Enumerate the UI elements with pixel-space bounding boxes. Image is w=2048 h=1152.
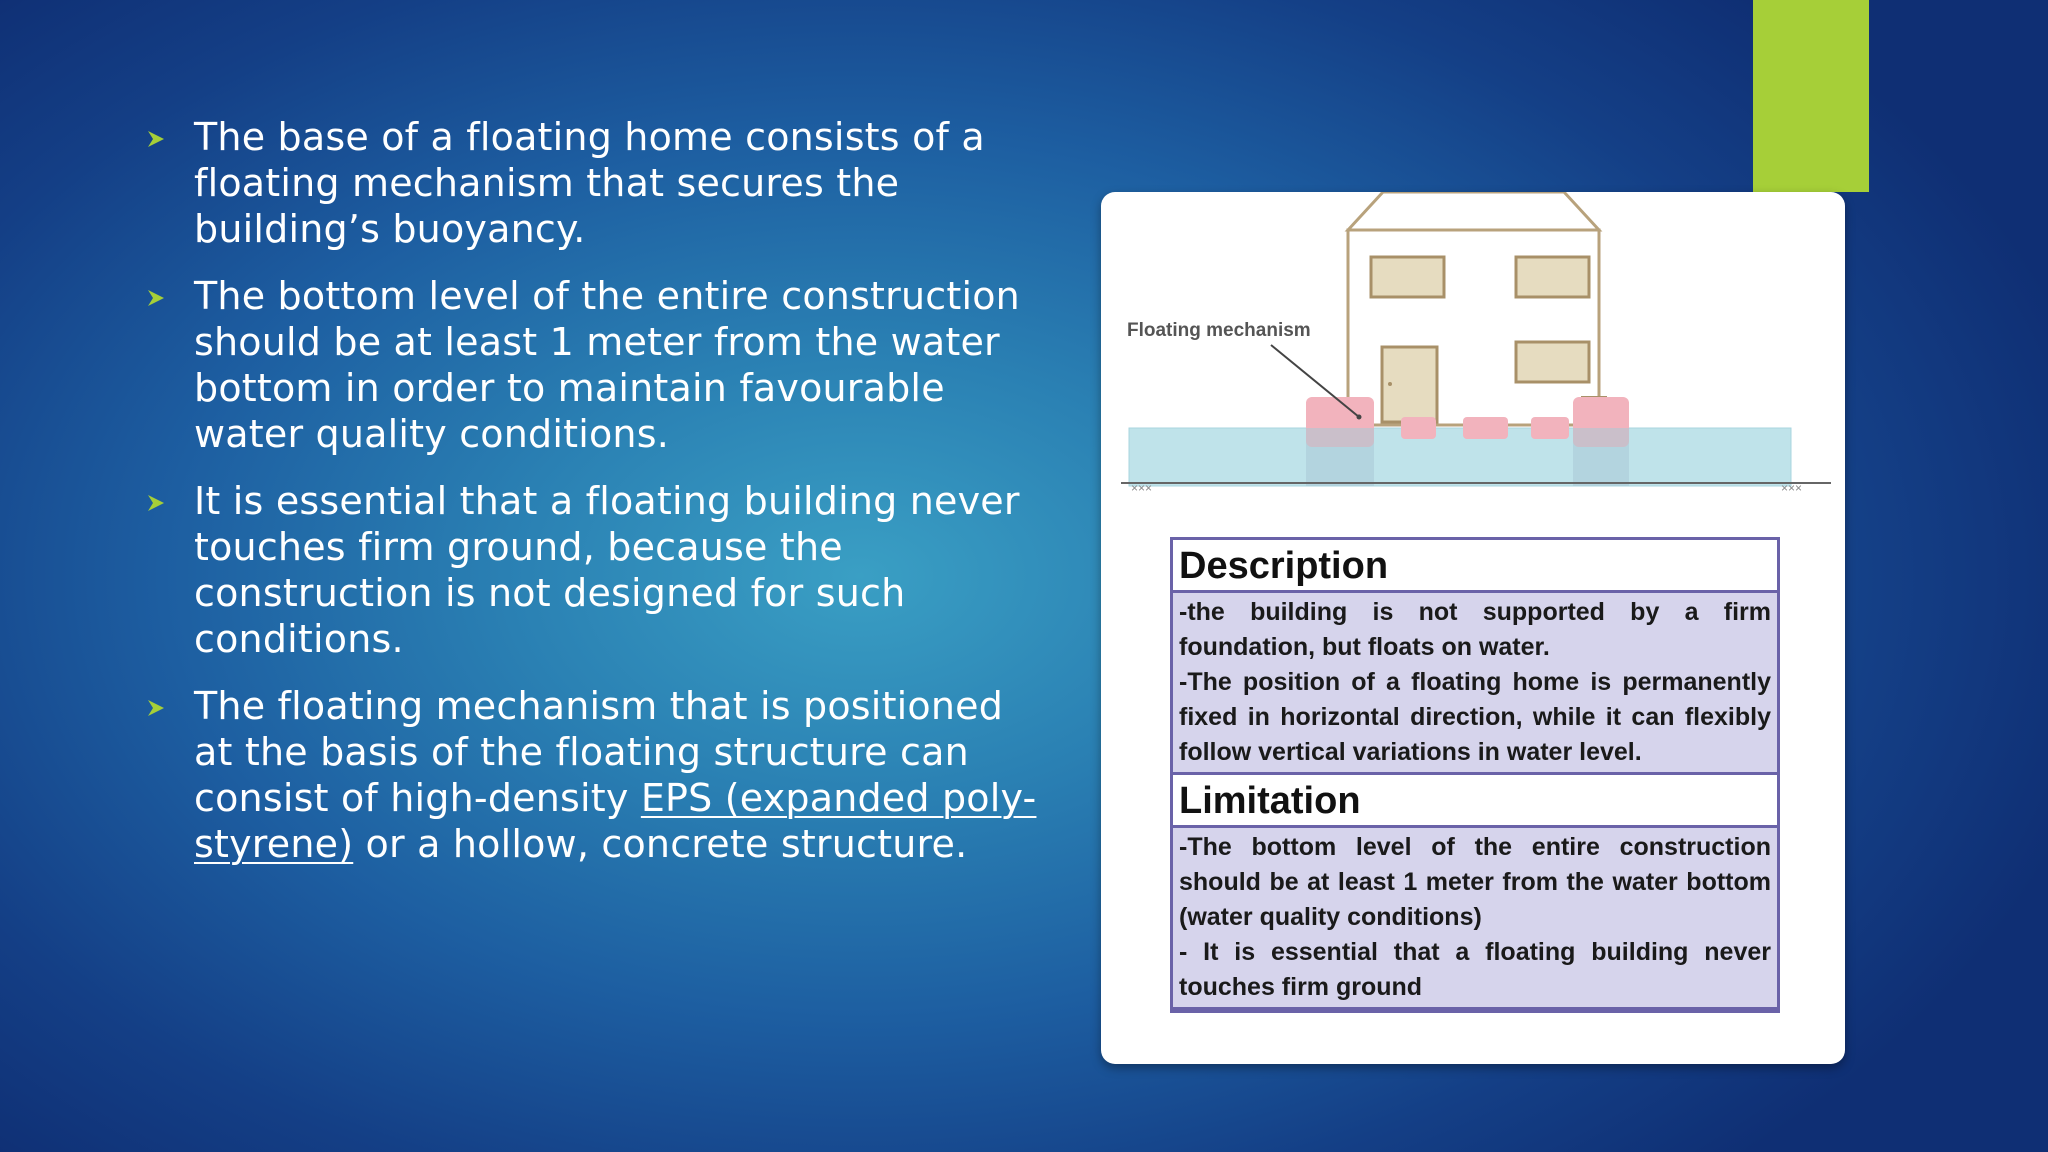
- limitation-line: -The bottom level of the entire construction should be at least 1 meter from the water bottom (water quality conditions): [1179, 833, 1771, 931]
- limitation-body: [1173, 828, 1777, 1010]
- limitation-line: - It is essential that a floating building never touches firm ground: [1179, 938, 1771, 1001]
- limitation-heading: Limitation: [1173, 775, 1777, 828]
- description-line: -The position of a floating home is permanently fixed in horizontal direction, while it can flexibly follow vertical variations in water level.: [1179, 668, 1771, 766]
- description-table: [1170, 537, 1780, 1013]
- floating-home-figure: [1101, 192, 1845, 1064]
- floating-mechanism-label: Floating mechanism: [1127, 320, 1311, 341]
- arrow-bullet-icon: [146, 129, 166, 149]
- description-line: -the building is not supported by a firm foundation, but floats on water.: [1179, 598, 1771, 661]
- arrow-bullet-icon: [146, 698, 166, 718]
- bullet-list: [146, 114, 1046, 888]
- bullet-text: It is essential that a floating building never touches firm ground, because the construction is not designed for such conditions.: [194, 479, 1020, 661]
- bullet-item-4: [146, 683, 1046, 867]
- floating-house-diagram: [1101, 192, 1845, 522]
- bullet-text: The bottom level of the entire construction should be at least 1 meter from the water bottom in order to maintain favourable water quality conditions.: [194, 274, 1020, 456]
- bullet-item-2: [146, 273, 1046, 457]
- bullet-text-after: or a hollow, concrete structure.: [353, 822, 968, 866]
- svg-text:×××: ×××: [1781, 481, 1803, 495]
- eps-link[interactable]: EPS (expanded poly-styrene): [194, 776, 1037, 866]
- bullet-item-3: [146, 478, 1046, 662]
- arrow-bullet-icon: [146, 288, 166, 308]
- description-heading: Description: [1173, 540, 1777, 593]
- accent-bar: [1753, 0, 1869, 192]
- arrow-bullet-icon: [146, 493, 166, 513]
- bullet-text-before: The floating mechanism that is positioned at the basis of the floating structure can consist of high-density: [194, 684, 1004, 820]
- bullet-item-1: [146, 114, 1046, 252]
- description-body: [1173, 593, 1777, 775]
- svg-text:×××: ×××: [1131, 481, 1153, 495]
- bullet-text: The base of a floating home consists of a floating mechanism that secures the building’s buoyancy.: [194, 115, 985, 251]
